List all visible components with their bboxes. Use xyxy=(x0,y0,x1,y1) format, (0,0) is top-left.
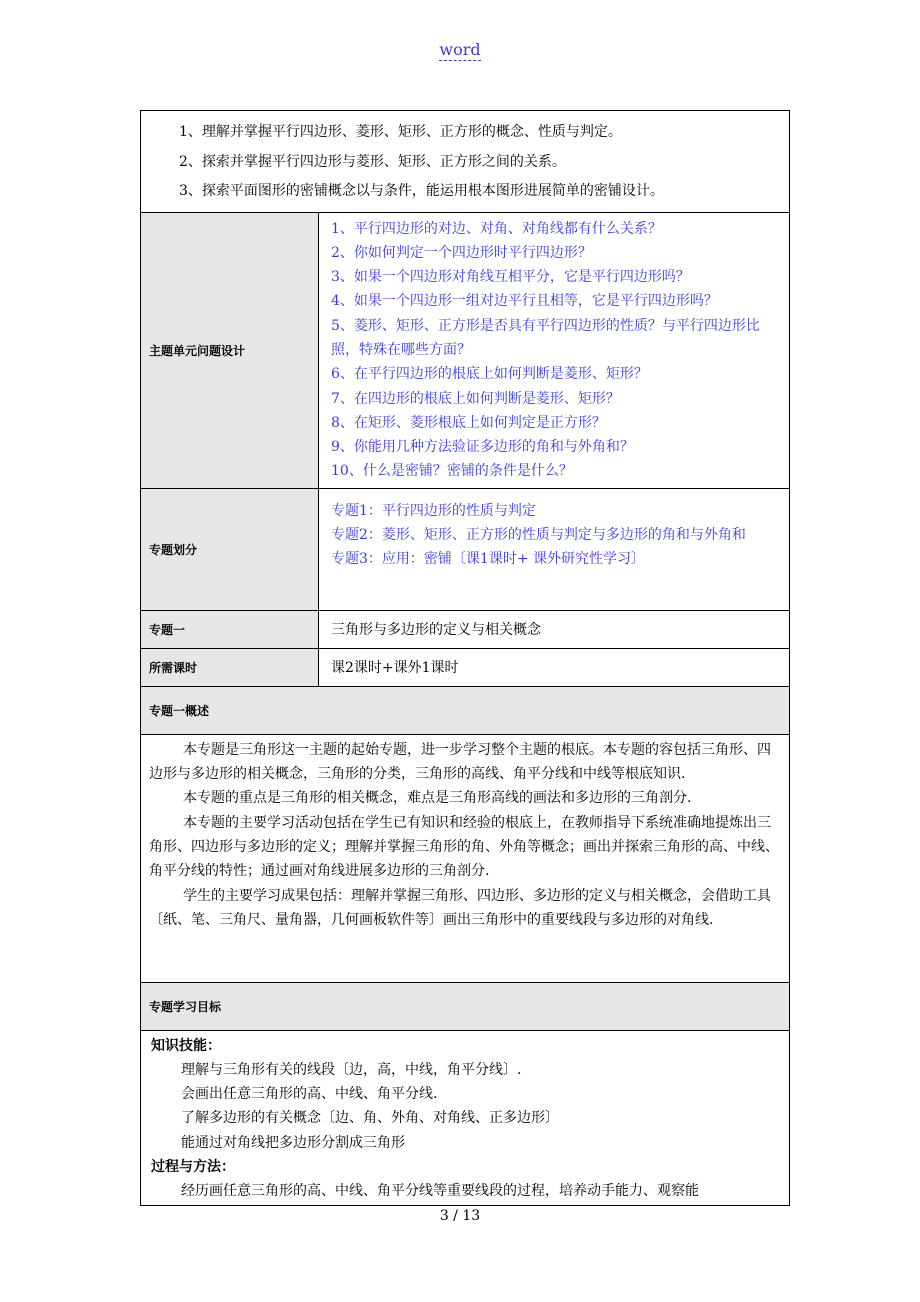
targets-row xyxy=(141,1030,790,1205)
knowledge-item: 了解多边形的有关概念〔边、角、外角、对角线、正多边形〕 xyxy=(181,1110,559,1127)
hours-value: 课2课时+课外1课时 xyxy=(319,648,790,686)
page-header xyxy=(0,40,920,59)
topics-cell xyxy=(319,488,790,610)
overview-paragraph: 学生的主要学习成果包括：理解并掌握三角形、四边形、多边形的定义与相关概念，会借助工具〔纸、笔、三角尺、量角器，几何画板软件等〕画出三角形中的重要线段与多边形的对角线. xyxy=(149,887,771,928)
goal-item: 2、探索并掌握平行四边形与菱形、矩形、正方形之间的关系。 xyxy=(179,153,566,170)
questions-label: 主题单元问题设计 xyxy=(141,212,319,488)
overview-row xyxy=(141,734,790,982)
targets-cell xyxy=(141,1030,790,1205)
question-item: 6、在平行四边形的根底上如何判断是菱形、矩形？ xyxy=(331,366,648,383)
hours-label: 所需课时 xyxy=(141,648,319,686)
question-item: 2、你如何判定一个四边形时平行四边形？ xyxy=(331,244,592,261)
question-item: 5、菱形、矩形、正方形是否具有平行四边形的性质？与平行四边形比照，特殊在哪些方面？ xyxy=(331,317,760,358)
question-item: 4、如果一个四边形一组对边平行且相等，它是平行四边形吗？ xyxy=(331,293,718,310)
topics-row xyxy=(141,488,790,610)
knowledge-item: 理解与三角形有关的线段〔边，高，中线，角平分线〕. xyxy=(181,1061,522,1078)
questions-cell xyxy=(319,212,790,488)
topic-item: 专题1：平行四边形的性质与判定 xyxy=(331,502,536,519)
knowledge-item: 会画出任意三角形的高、中线、角平分线. xyxy=(181,1086,438,1103)
overview-cell xyxy=(141,734,790,982)
question-item: 9、你能用几种方法验证多边形的角和与外角和？ xyxy=(331,439,634,456)
goals-row xyxy=(141,111,790,213)
process-item: 经历画任意三角形的高、中线、角平分线等重要线段的过程，培养动手能力、观察能 xyxy=(181,1182,699,1199)
goal-item: 3、探索平面图形的密铺概念以与条件，能运用根本图形进展简单的密铺设计。 xyxy=(179,183,664,199)
question-item: 3、如果一个四边形对角线互相平分，它是平行四边形吗？ xyxy=(331,269,690,286)
question-item: 7、在四边形的根底上如何判断是菱形、矩形？ xyxy=(331,390,620,407)
overview-header-row xyxy=(141,686,790,734)
topic-item: 专题3：应用：密铺〔课1课时+ 课外研究性学习〕 xyxy=(331,551,645,568)
overview-paragraph: 本专题的重点是三角形的相关概念，难点是三角形高线的画法和多边形的三角剖分. xyxy=(183,790,692,807)
goal-item: 1、理解并掌握平行四边形、菱形、矩形、正方形的概念、性质与判定。 xyxy=(179,124,622,140)
lesson-table xyxy=(140,110,790,1206)
targets-label: 专题学习目标 xyxy=(141,982,790,1030)
questions-row xyxy=(141,212,790,488)
process-title: 过程与方法： xyxy=(151,1158,235,1175)
topic1-row xyxy=(141,610,790,648)
knowledge-title: 知识技能： xyxy=(151,1037,221,1054)
question-item: 10、什么是密铺？密铺的条件是什么？ xyxy=(331,463,573,480)
page-number: 3 / 13 xyxy=(439,1208,481,1224)
question-item: 1、平行四边形的对边、对角、对角线都有什么关系？ xyxy=(331,220,662,237)
overview-label: 专题一概述 xyxy=(141,686,790,734)
overview-paragraph: 本专题是三角形这一主题的起始专题，进一步学习整个主题的根底。本专题的容包括三角形、四边形与多边形的相关概念，三角形的分类，三角形的高线、角平分线和中线等根底知识. xyxy=(149,741,771,783)
targets-header-row xyxy=(141,982,790,1030)
question-item: 8、在矩形、菱形根底上如何判定是正方形？ xyxy=(331,414,606,431)
overview-paragraph: 本专题的主要学习活动包括在学生已有知识和经验的根底上，在教师指导下系统准确地提炼出三角形、四边形与多边形的定义；理解并掌握三角形的角、外角等概念；画出并探索三角形的高、中线、角平分线的特性；通过画对角线进展多边形的三角剖分. xyxy=(149,814,779,880)
knowledge-item: 能通过对角线把多边形分割成三角形 xyxy=(181,1134,405,1151)
topic1-label: 专题一 xyxy=(141,610,319,648)
topic-item: 专题2：菱形、矩形、正方形的性质与判定与多边形的角和与外角和 xyxy=(331,527,746,544)
topics-label: 专题划分 xyxy=(141,488,319,610)
header-title[interactable]: word xyxy=(439,40,481,59)
hours-row xyxy=(141,648,790,686)
topic1-value: 三角形与多边形的定义与相关概念 xyxy=(319,610,790,648)
goals-cell xyxy=(141,111,790,213)
